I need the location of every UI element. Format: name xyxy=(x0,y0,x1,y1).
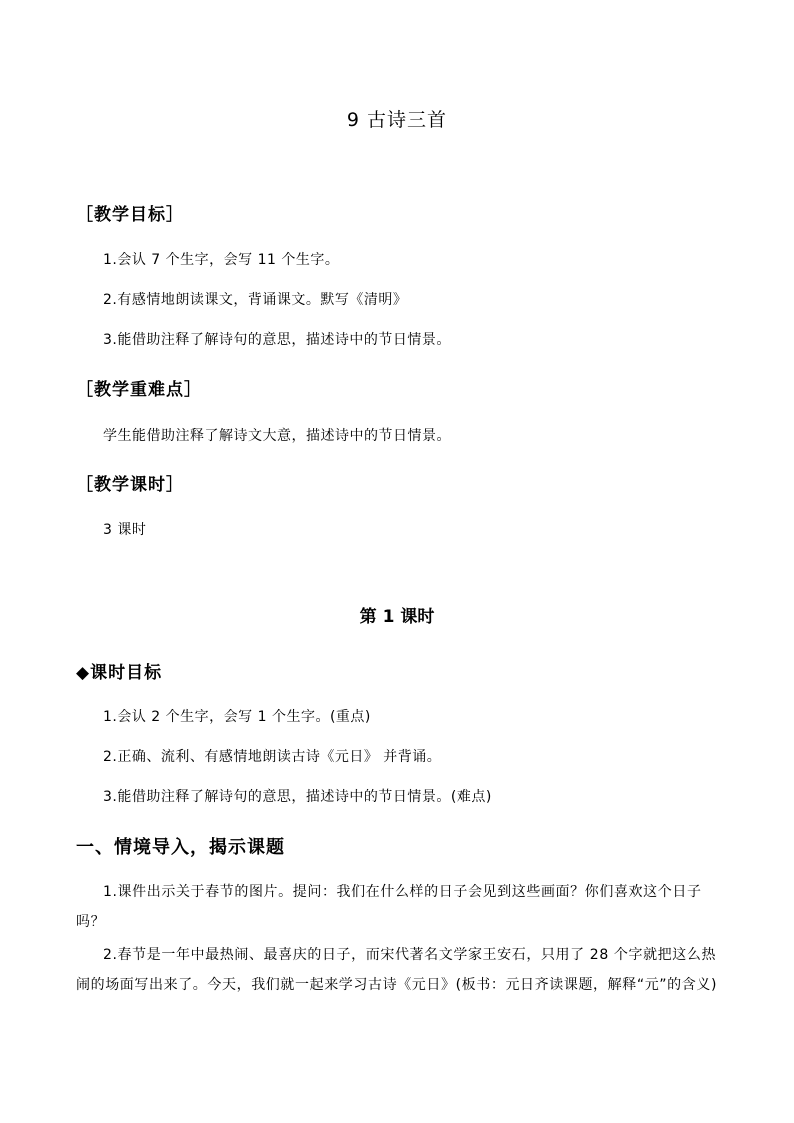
goal-item: 3.能借助注释了解诗句的意思，描述诗中的节日情景。 xyxy=(103,332,451,348)
objective-item: 2.正确、流利、有感情地朗读古诗《元日》 并背诵。 xyxy=(103,749,442,765)
key-points-text: 学生能借助注释了解诗文大意，描述诗中的节日情景。 xyxy=(103,428,451,444)
objectives-heading: ◆课时目标 xyxy=(76,663,163,683)
section-heading-hours: ［教学课时］ xyxy=(76,475,184,495)
goal-item: 1.会认 7 个生字，会写 11 个生字。 xyxy=(103,252,340,268)
section-heading-goals: ［教学目标］ xyxy=(76,205,184,225)
page-title: 9 古诗三首 xyxy=(346,109,448,131)
goal-item: 2.有感情地朗读课文，背诵课文。默写《清明》 xyxy=(103,292,408,308)
objective-item: 3.能借助注释了解诗句的意思，描述诗中的节日情景。(难点) xyxy=(103,789,492,805)
objective-item: 1.会认 2 个生字，会写 1 个生字。(重点) xyxy=(103,709,371,725)
hours-text: 3 课时 xyxy=(103,522,147,538)
paragraph: 1.课件出示关于春节的图片。提问：我们在什么样的日子会见到这些画面？你们喜欢这个日子吗？ xyxy=(76,884,702,930)
paragraph: 2.春节是一年中最热闹、最喜庆的日子，而宋代著名文学家王安石，只用了 28 个字就把这么热闹的场面写出来了。今天，我们就一起来学习古诗《元日》(板书：元日齐读课题，解释“元”的含义) xyxy=(76,947,718,993)
section-heading-key-points: ［教学重难点］ xyxy=(76,380,202,400)
lesson-title: 第 1 课时 xyxy=(359,607,435,627)
part1-heading: 一、情境导入，揭示课题 xyxy=(76,837,285,858)
